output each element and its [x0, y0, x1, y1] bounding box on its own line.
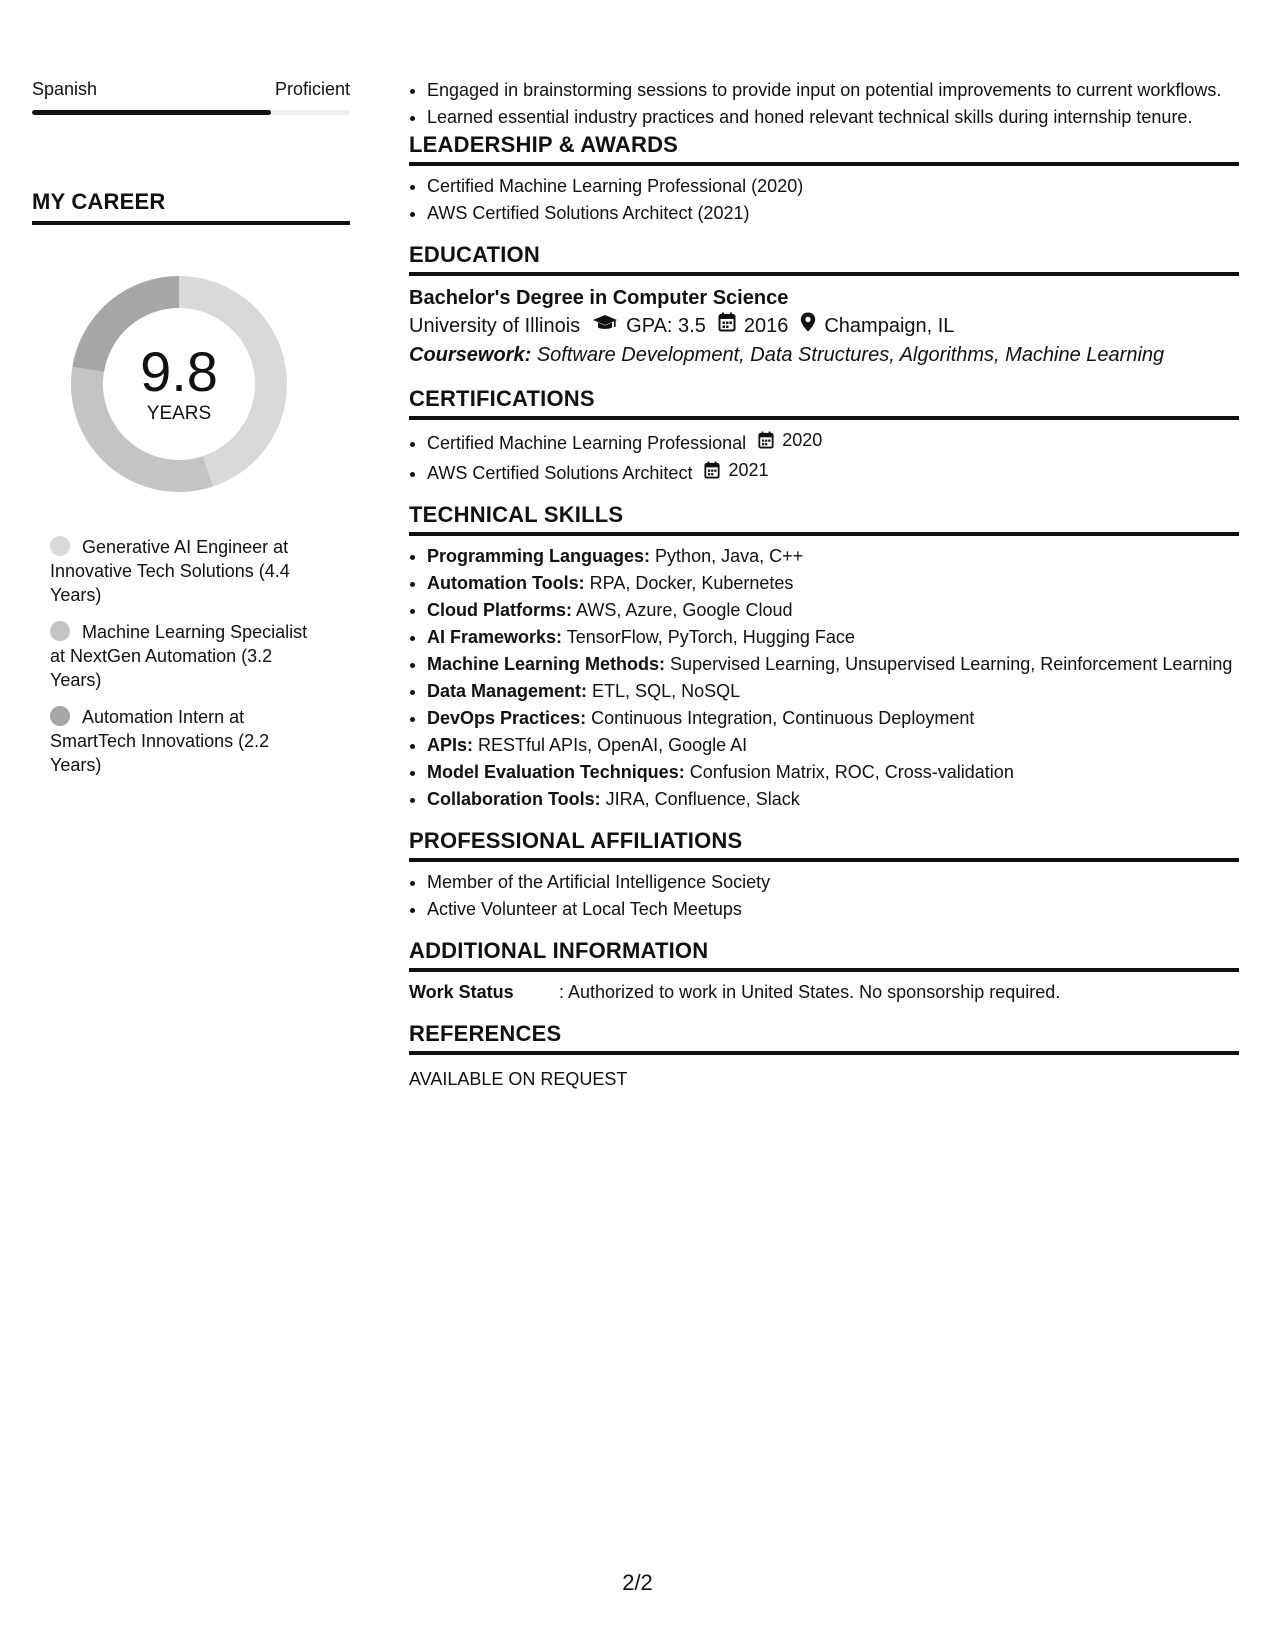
leadership-item: • AWS Certified Solutions Architect (2021)	[427, 201, 1239, 225]
calendar-icon	[718, 311, 736, 341]
language-row	[32, 78, 350, 100]
calendar-icon-svg	[704, 461, 720, 479]
legend-dot-icon	[50, 706, 70, 726]
references-section	[409, 1021, 1239, 1091]
skill-label: Cloud Platforms:	[427, 600, 573, 620]
skill-value: RPA, Docker, Kubernetes	[589, 573, 794, 593]
calendar-icon	[758, 431, 778, 449]
legend-dot-icon	[50, 536, 70, 556]
references-heading: REFERENCES	[409, 1021, 1239, 1055]
leadership-heading: LEADERSHIP & AWARDS	[409, 132, 1239, 166]
skill-label: Programming Languages:	[427, 546, 651, 566]
skills-heading: TECHNICAL SKILLS	[409, 502, 1239, 536]
career-item	[50, 705, 325, 777]
gpa: GPA: 3.5	[626, 315, 706, 337]
sidebar	[32, 78, 350, 790]
legend-dot-icon	[50, 621, 70, 641]
experience-bullet: • Learned essential industry practices and honed relevant technical skills during internship tenure.	[427, 105, 1239, 129]
certification-date	[758, 428, 822, 452]
skill-value: Continuous Integration, Continuous Deployment	[591, 708, 975, 728]
skill-label: Data Management:	[427, 681, 588, 701]
language-level: Proficient	[274, 79, 350, 99]
career-item	[50, 620, 325, 692]
affiliations-section	[409, 828, 1239, 921]
skill-value: Python, Java, C++	[655, 546, 804, 566]
certifications-heading: CERTIFICATIONS	[409, 386, 1239, 420]
certification-name: Certified Machine Learning Professional	[427, 433, 747, 453]
education-details	[409, 311, 1239, 341]
affiliations-heading: PROFESSIONAL AFFILIATIONS	[409, 828, 1239, 862]
career-list	[50, 535, 325, 777]
career-item-text: Machine Learning Specialist at NextGen Automation (3.2 Years)	[50, 622, 308, 690]
donut-center	[66, 271, 292, 497]
skill-item	[427, 652, 1239, 676]
skill-label: Model Evaluation Techniques:	[427, 762, 685, 782]
skill-label: DevOps Practices:	[427, 708, 587, 728]
coursework-value: Software Development, Data Structures, Algorithms, Machine Learning	[536, 344, 1165, 366]
donut-unit-label: YEARS	[146, 403, 212, 424]
experience-bullet: • Engaged in brainstorming sessions to provide input on potential improvements to current workflows.	[427, 78, 1239, 102]
skill-item	[427, 760, 1239, 784]
career-heading: MY CAREER	[32, 189, 350, 225]
calendar-icon	[704, 461, 724, 479]
language-name: Spanish	[32, 79, 98, 99]
affiliation-item: • Member of the Artificial Intelligence Society	[427, 870, 1239, 894]
skill-label: APIs:	[427, 735, 474, 755]
affiliation-item: • Active Volunteer at Local Tech Meetups	[427, 897, 1239, 921]
degree-title: Bachelor's Degree in Computer Science	[409, 287, 789, 309]
school-name: University of Illinois	[409, 315, 581, 337]
calendar-icon-svg	[758, 431, 774, 449]
career-item	[50, 535, 325, 607]
additional-info-heading: ADDITIONAL INFORMATION	[409, 938, 1239, 972]
school-location: Champaign, IL	[824, 315, 955, 337]
coursework	[409, 341, 1239, 369]
career-item-text: Generative AI Engineer at Innovative Tech Solutions (4.4 Years)	[50, 537, 290, 605]
language-progress-bar	[32, 110, 350, 115]
skill-item	[427, 625, 1239, 649]
education-heading: EDUCATION	[409, 242, 1239, 276]
work-status-value: : Authorized to work in United States. No sponsorship required.	[559, 982, 1061, 1002]
leadership-section	[409, 132, 1239, 225]
skills-section	[409, 502, 1239, 811]
additional-info-section	[409, 938, 1239, 1004]
language-progress-fill	[32, 110, 271, 115]
certification-item	[427, 428, 1239, 455]
skill-item	[427, 598, 1239, 622]
skill-item	[427, 787, 1239, 811]
skills-list	[409, 544, 1239, 811]
skill-label: Automation Tools:	[427, 573, 585, 593]
coursework-label: Coursework:	[409, 344, 532, 366]
career-donut-chart	[66, 271, 292, 497]
skill-item	[427, 679, 1239, 703]
graduation-year: 2016	[743, 315, 789, 337]
skill-label: AI Frameworks:	[427, 627, 563, 647]
skill-value: TensorFlow, PyTorch, Hugging Face	[566, 627, 855, 647]
main-column	[409, 78, 1239, 1091]
skill-value: Confusion Matrix, ROC, Cross-validation	[689, 762, 1014, 782]
certification-year: 2020	[782, 430, 823, 450]
skill-item	[427, 706, 1239, 730]
skill-value: ETL, SQL, NoSQL	[592, 681, 741, 701]
references-text: AVAILABLE ON REQUEST	[409, 1069, 628, 1089]
certifications-section	[409, 386, 1239, 485]
leadership-list	[409, 174, 1239, 225]
page-number: 2/2	[622, 1570, 653, 1595]
skill-label: Machine Learning Methods:	[427, 654, 666, 674]
skill-item	[427, 571, 1239, 595]
certification-item	[427, 458, 1239, 485]
certification-date	[704, 458, 768, 482]
skill-label: Collaboration Tools:	[427, 789, 601, 809]
work-status-label: Work Status	[409, 982, 514, 1002]
leadership-item: • Certified Machine Learning Professional (2020)	[427, 174, 1239, 198]
career-item-text: Automation Intern at SmartTech Innovations (2.2 Years)	[50, 707, 270, 775]
map-pin-icon	[800, 311, 816, 341]
skill-value: RESTful APIs, OpenAI, Google AI	[478, 735, 748, 755]
education-section	[409, 242, 1239, 369]
skill-item	[427, 733, 1239, 757]
donut-total-value: 9.8	[140, 340, 218, 403]
skill-value: JIRA, Confluence, Slack	[605, 789, 800, 809]
certifications-list	[409, 428, 1239, 485]
certification-name: AWS Certified Solutions Architect	[427, 463, 693, 483]
skill-value: AWS, Azure, Google Cloud	[576, 600, 793, 620]
skill-item	[427, 544, 1239, 568]
work-status-row	[409, 980, 1239, 1004]
certification-year: 2021	[728, 460, 769, 480]
graduation-cap-icon	[592, 311, 618, 341]
experience-bullets	[409, 78, 1239, 129]
skill-value: Supervised Learning, Unsupervised Learning, Reinforcement Learning	[670, 654, 1233, 674]
affiliations-list	[409, 870, 1239, 921]
